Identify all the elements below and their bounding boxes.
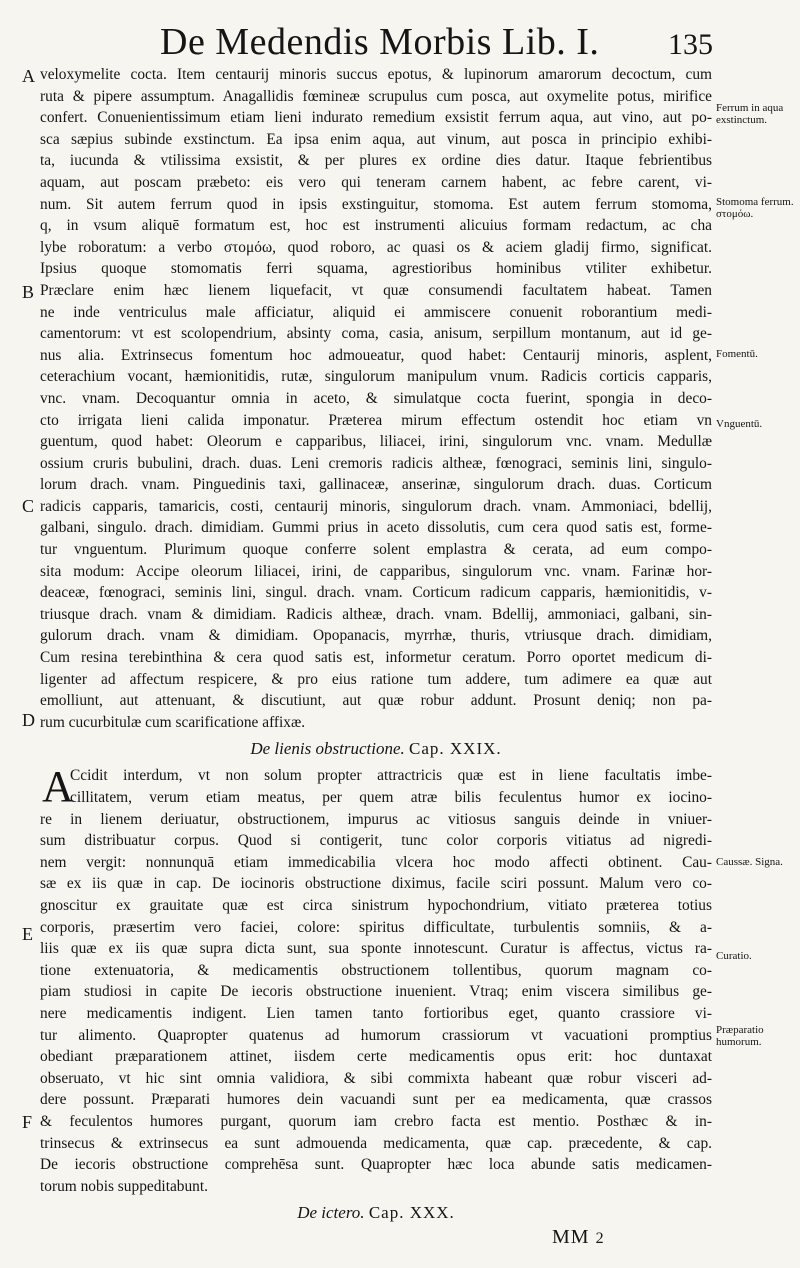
text-line: ossium cruris bubulini, drach. duas. Leni cremoris radicis altheæ, fœnograci, seminis lini, singulo- <box>40 454 712 472</box>
text-line: ceterachium vocant, hæmionitidis, rutæ, singulorum manipulum vnum. Radicis corticis capparis, <box>40 368 712 386</box>
margin-note: Caussæ. Signa. <box>716 856 783 868</box>
text-line: gnoscitur ex grauitate quæ est circa sinistrum hypochondrium, vitiato præterea totius <box>40 896 712 914</box>
margin-note: Præparatio humorum. <box>716 1024 764 1048</box>
text-line: nere medicamentis indigent. Lien tamen tanto fortioribus eget, quanto crassiore vi- <box>40 1004 712 1022</box>
text-line: num. Sit autem ferrum quod in ipsis exstinguitur, stomoma. Est autem ferrum stomoma, <box>40 195 712 213</box>
text-line: cto irrigata lieni calida imponatur. Præterea mirum effectum ostendit hoc etiam vn <box>40 411 712 429</box>
text-line: Ipsius quoque stomomatis ferri squama, agrestioribus hominibus vtiliter exhibetur. <box>40 260 712 278</box>
chapter-heading <box>40 1197 712 1229</box>
text-line: sæ ex iis quæ in cap. De iocinoris obstructione diximus, facile sciri possunt. Malum vero co- <box>40 875 712 893</box>
text-line: triusque drach. vnam & dimidiam. Radicis altheæ, drach. vnam. Bdellij, ammoniaci, galbani, sin- <box>40 605 712 623</box>
section-letter-b: B <box>22 282 35 302</box>
signature-number: 2 <box>595 1230 605 1247</box>
section-letter-f: F <box>22 1112 33 1132</box>
text-line: corporis, præsertim vero faciei, colore: spiritus difficultate, turbulentis somniis, & a- <box>40 918 712 936</box>
signature-letters: MM <box>552 1226 590 1248</box>
margin-note: Fomentū. <box>716 348 758 360</box>
text-line: sita modum: Accipe oleorum liliacei, irini, de capparibus, singulorum vnc. vnam. Farinæ hor- <box>40 562 712 580</box>
text-line: ta, iucunda & vtilissima exsistit, & per plures ex ordine dies datur. Itaque febrientibus <box>40 152 712 170</box>
margin-note: Ferrum in aqua exstinctum. <box>716 102 784 126</box>
text-line: Præclare enim hæc lienem liquefacit, vt quæ consumendi facultatem habeat. Tamen <box>40 281 712 299</box>
text-line: obediant præparationem attinet, iisdem certe medicamentis opus erit: hoc duntaxat <box>40 1048 712 1066</box>
text-line: emolliunt, aut attenuant, & discutiunt, aut quæ robur addunt. Prosunt deniq; non pa- <box>40 692 712 710</box>
text-line: cillitatem, verum etiam meatus, per quem atræ bilis feculentus humor ex iocino- <box>70 789 712 806</box>
margin-note: Vnguentū. <box>716 418 763 430</box>
text-line: Cum resina terebinthina & cera quod satis est, informetur ceratum. Porro oportet medicum di- <box>40 649 712 667</box>
chapter-heading-title: De lienis obstructione. <box>250 739 405 759</box>
text-line: ligenter ad affectum respicere, & pro eius ratione tum addere, tum adimere ea quæ aut <box>40 670 712 688</box>
text-line: torum nobis suppeditabunt. <box>40 1177 209 1195</box>
text-line-content: Ccidit interdum, vt non solum propter attractricis quæ est in liene facultatis imbe- <box>70 767 712 785</box>
text-line: liis quæ ex iis quæ supra dicta sunt, sua sponte innotescunt. Curatur is affectus, victus ra- <box>40 940 712 958</box>
chapter-number: Cap. XXX. <box>368 1203 455 1223</box>
text-line: sum distribuatur corpus. Quod si contigerit, tunc color corporis vitiatus ad nigredi- <box>40 832 712 850</box>
text-line: sca sæpius subinde exstinctum. Ea ipsa enim aqua, aut vinum, aut posca in principio exhibi- <box>40 130 712 148</box>
text-line: galbani, singulo. drach. dimidiam. Gummi prius in aceto dissolutis, cum cera quod satis est, forme- <box>40 519 712 537</box>
drop-cap: A <box>42 762 74 812</box>
text-line: deaceæ, fœnograci, seminis lini, singul. drach. vnam. Corticum radicum capparis, hæmionitidis, v- <box>40 584 712 602</box>
text-line: piam studiosi in capite De iecoris obstructione inuenient. Vtraq; enim viscera similibus ge- <box>40 983 712 1001</box>
text-line: radicis capparis, tamaricis, costi, centaurij minoris, singulorum drach. vnam. Ammoniaci, bdellij, <box>40 497 712 515</box>
section-letter-a: A <box>22 66 35 86</box>
main-text <box>40 64 712 1229</box>
chapter-number: Cap. XXIX. <box>409 739 502 759</box>
section-letter-c: C <box>22 496 35 516</box>
text-line: ruta & pipere assumptum. Anagallidis fœmineæ scrupulus cum posca, aut oxymelite potus, mirifice <box>40 87 712 105</box>
text-line: tur vnguentum. Plurimum quoque conferre solent emplastra & cerata, ad eum compo- <box>40 541 712 559</box>
text-line: nem vergit: nonnunquā etiam immedicabilia vlcera hoc modo affecti obtinent. Cau- <box>40 853 712 871</box>
text-line: trinsecus & extrinsecus ea sunt admouenda medicamenta, quæ cap. præcedente, & cap. <box>40 1134 712 1152</box>
text-line: camentorum: vt est scolopendrium, absinty coma, casia, anisum, serpillum montanum, aut id ge- <box>40 325 712 343</box>
running-title: De Medendis Morbis Lib. I. <box>160 21 600 63</box>
margin-note: Stomoma ferrum. στομόω. <box>716 196 794 220</box>
text-line: lybe roboratum: a verbo στομόω, quod roboro, ac quasi os & aciem gladij firmo, significat. <box>40 238 712 256</box>
text-line: rum cucurbitulæ cum scarificatione affixæ. <box>40 713 306 731</box>
text-line: nus alia. Extrinsecus fomentum hoc admoueatur, quod habet: Centaurij minoris, asplent, <box>40 346 712 364</box>
chapter-heading-title: De ictero. <box>297 1203 365 1223</box>
text-line: q, in vsum aliquē formatum est, hoc est instrumenti alicuius formam redactum, ac cha <box>40 217 712 235</box>
section-letter-column <box>22 0 42 1268</box>
section-letter-d: D <box>22 710 35 730</box>
chapter-heading <box>40 733 712 765</box>
text-line: veloxymelite cocta. Item centaurij minoris succus epotus, & lupinorum amarorum decoctum, cum <box>40 66 712 83</box>
text-line: De iecoris obstructione comprehēsa sunt. Quapropter hæc loca abunde satis medicamen- <box>40 1156 712 1174</box>
text-line: obseruato, vt hic sint omnia validiora, & sibi commixta habeant quæ robur visceri ad- <box>40 1069 712 1087</box>
text-line: confert. Conuenientissimum etiam lieni indurato remedium exsistit ferrum aqua, aut vino, aut po- <box>40 109 712 127</box>
text-line: guentum, quod habet: Oleorum e capparibus, liliacei, irini, singulorum vnc. vnam. Medullæ <box>40 433 712 451</box>
text-line: ne inde ventriculus male afficiatur, aliquid ei ammiscere conuenit roborantium medi- <box>40 303 712 321</box>
page-header <box>0 12 800 68</box>
text-line: & feculentos humores purgant, quorum iam crebro facta est mentio. Posthæc & in- <box>40 1112 712 1130</box>
margin-notes <box>716 0 800 1268</box>
text-line: tione extenuatoria, & medicamentis obstructionem tollentibus, quorum magnam co- <box>40 961 712 979</box>
text-line: gulorum drach. vnam & dimidiam. Opopanacis, myrrhæ, thuris, vtriusque drach. dimidiam, <box>40 627 712 645</box>
signature-mark <box>552 1226 605 1249</box>
section-letter-e: E <box>22 924 33 944</box>
text-line: lorum drach. vnam. Pinguedinis taxi, gallinaceæ, anserinæ, singulorum drach. duas. Corticum <box>40 476 712 494</box>
margin-note: Curatio. <box>716 950 752 962</box>
text-line: vnc. vnam. Decoquantur omnia in aceto, & simulatque cocta fuerint, spongia in deco- <box>40 389 712 407</box>
text-line: dere possunt. Præparati humores dein vacuandi sunt per ea medicamenta, quæ crassos <box>40 1091 712 1109</box>
text-line: aquam, aut poscam præbeto: eis vero qui teneram carnem habent, ac febre carent, vi- <box>40 173 712 191</box>
text-line: re in lienem deriuatur, obstructionem, impurus ac vitiosus sanguis deinde in vniuer- <box>40 810 712 828</box>
text-line: tur alimento. Quapropter quatenus ad humorum crassiorum vt vacuationi promptius <box>40 1026 712 1044</box>
page-number: 135 <box>668 28 713 61</box>
